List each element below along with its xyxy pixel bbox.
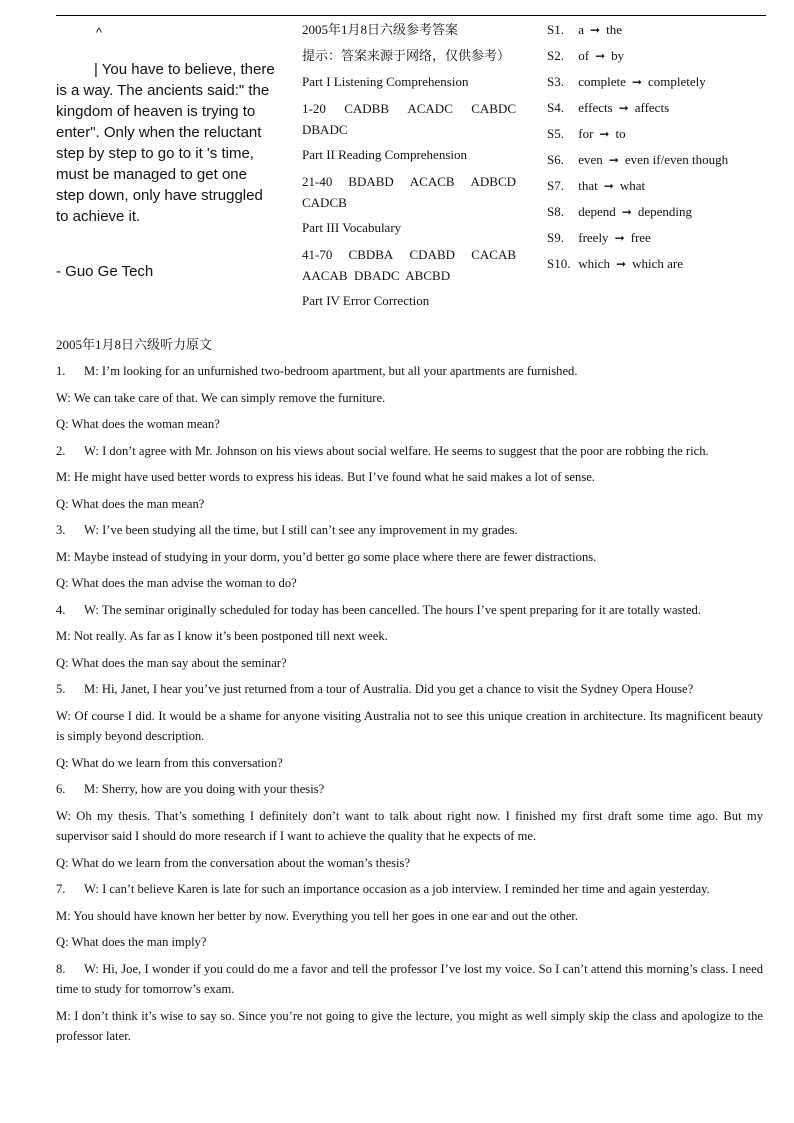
correction-from: which <box>578 256 611 271</box>
correction-row <box>547 202 767 228</box>
transcript-line <box>56 520 763 541</box>
part1-group: CADBB <box>344 101 389 116</box>
correction-from: complete <box>578 74 626 89</box>
caret-mark: ^ <box>96 25 103 40</box>
correction-to: to <box>615 126 626 141</box>
part1-group: ACADC <box>407 101 453 116</box>
transcript-line <box>56 932 763 953</box>
correction-from: a <box>578 22 585 37</box>
arrow-right-icon: ➞ <box>621 205 632 219</box>
correction-label: S10. <box>547 256 571 271</box>
transcript-text: W: Oh my thesis. That’s something I definitely don’t want to talk about right now. I finished my first draft some time ago. But my supervisor said I should do more research if I want to achieve the quality that he expects of me. <box>56 808 763 843</box>
part4-heading: Part IV Error Correction <box>302 293 430 308</box>
transcript-text: M: Maybe instead of studying in your dorm, you’d better go some place where there are fewer distractions. <box>56 549 597 564</box>
arrow-right-icon: ➞ <box>631 75 642 89</box>
arrow-right-icon: ➞ <box>614 231 625 245</box>
part1-heading: Part I Listening Comprehension <box>302 74 469 89</box>
correction-from: that <box>578 178 598 193</box>
transcript-text: W: Hi, Joe, I wonder if you could do me a favor and tell the professor I’ve lost my voice. So I can’t attend this morning’s class. I need time to study for tomorrow’s exam. <box>56 961 763 996</box>
correction-to: the <box>606 22 622 37</box>
correction-row <box>547 46 767 72</box>
correction-row <box>547 150 767 176</box>
question-number: 2. <box>56 443 66 458</box>
transcript-text: Q: What does the man mean? <box>56 496 205 511</box>
transcript-text: Q: What does the man say about the seminar? <box>56 655 287 670</box>
question-number: 4. <box>56 602 66 617</box>
correction-from: even <box>578 152 603 167</box>
answer-key <box>302 20 516 317</box>
part2-tail: CADCB <box>302 195 347 210</box>
transcript-text: Q: What does the man imply? <box>56 935 207 949</box>
correction-from: effects <box>578 100 613 115</box>
transcript-line <box>56 653 763 674</box>
part2-heading: Part II Reading Comprehension <box>302 147 467 162</box>
correction-label: S3. <box>547 74 564 89</box>
correction-row <box>547 176 767 202</box>
transcript-line <box>56 959 763 1000</box>
correction-label: S1. <box>547 22 564 37</box>
correction-to: depending <box>637 204 693 219</box>
transcript-line <box>56 600 763 621</box>
correction-to: free <box>630 230 651 245</box>
answer-key-title: 2005年1月8日六级参考答案 <box>302 22 459 37</box>
transcript-text: M: He might have used better words to express his ideas. But I’ve found what he said makes a lot of sense. <box>56 470 595 484</box>
transcript-text: M: I’m looking for an unfurnished two-bedroom apartment, but all your apartments are furnished. <box>84 364 578 378</box>
transcript-text: M: You should have known her better by now. Everything you tell her goes in one ear and out the other. <box>56 908 579 923</box>
transcript-text: W: The seminar originally scheduled for today has been cancelled. The hours I’ve spent preparing for it are totally wasted. <box>84 602 701 617</box>
transcript-lines <box>56 361 763 1047</box>
arrow-right-icon: ➞ <box>595 49 606 63</box>
arrow-right-icon: ➞ <box>599 127 610 141</box>
listening-transcript <box>56 335 763 1053</box>
part3-group: CACAB <box>471 247 517 262</box>
transcript-line <box>56 467 763 488</box>
part2-answers <box>302 171 516 213</box>
correction-label: S2. <box>547 48 564 63</box>
quote-signature: - Guo Ge Tech <box>56 263 154 280</box>
correction-row <box>547 20 767 46</box>
question-number: 3. <box>56 523 66 537</box>
part1-tail: DBADC <box>302 122 348 137</box>
transcript-text: Q: What do we learn from the conversation about the woman’s thesis? <box>56 855 411 870</box>
part1-group: CABDC <box>471 101 517 116</box>
correction-from: of <box>578 48 590 63</box>
transcript-line <box>56 414 763 435</box>
transcript-line <box>56 806 763 847</box>
correction-from: for <box>578 126 594 141</box>
arrow-right-icon: ➞ <box>603 179 614 193</box>
correction-from: freely <box>578 230 609 245</box>
correction-row <box>547 254 767 280</box>
arrow-right-icon: ➞ <box>616 257 627 271</box>
question-number: 8. <box>56 961 66 976</box>
correction-to: affects <box>634 100 670 115</box>
part3-group: CDABD <box>409 247 456 262</box>
correction-label: S8. <box>547 204 564 219</box>
correction-row <box>547 124 767 150</box>
part3-heading: Part III Vocabulary <box>302 220 402 235</box>
correction-label: S7. <box>547 178 564 193</box>
correction-to: which are <box>632 256 683 271</box>
transcript-line <box>56 361 763 382</box>
part1-range: 1-20 <box>302 101 326 116</box>
correction-label: S5. <box>547 126 564 141</box>
transcript-text: Q: What does the man advise the woman to do? <box>56 576 297 590</box>
transcript-text: W: I don’t agree with Mr. Johnson on his views about social welfare. He seems to suggest that the poor are robbing the rich. <box>84 443 709 458</box>
correction-to: completely <box>647 74 706 89</box>
transcript-line <box>56 388 763 409</box>
transcript-text: M: Hi, Janet, I hear you’ve just returned from a tour of Australia. Did you get a chance to visit the Sydney Opera House? <box>84 682 694 696</box>
question-number: 5. <box>56 682 66 696</box>
transcript-text: W: I can’t believe Karen is late for such an importance occasion as a job interview. I reminded her time and again yesterday. <box>84 882 710 896</box>
correction-label: S6. <box>547 152 564 167</box>
transcript-line <box>56 706 763 747</box>
part2-group: BDABD <box>348 174 394 189</box>
part2-group: ACACB <box>409 174 455 189</box>
transcript-line <box>56 1006 763 1047</box>
transcript-text: W: I’ve been studying all the time, but I still can’t see any improvement in my grades. <box>84 523 518 537</box>
transcript-line <box>56 779 763 800</box>
arrow-right-icon: ➞ <box>618 101 629 115</box>
transcript-title: 2005年1月8日六级听力原文 <box>56 337 213 352</box>
transcript-text: M: Not really. As far as I know it’s been postponed till next week. <box>56 629 388 643</box>
transcript-text: W: We can take care of that. We can simply remove the furniture. <box>56 390 386 405</box>
transcript-text: Q: What do we learn from this conversation? <box>56 755 283 770</box>
question-number: 6. <box>56 782 66 796</box>
transcript-line <box>56 853 763 874</box>
part1-answers <box>302 98 516 140</box>
correction-to: what <box>619 178 646 193</box>
correction-row <box>547 228 767 254</box>
transcript-line <box>56 753 763 774</box>
part2-range: 21-40 <box>302 174 333 189</box>
transcript-line <box>56 626 763 647</box>
transcript-text: Q: What does the woman mean? <box>56 417 220 431</box>
correction-label: S4. <box>547 100 564 115</box>
transcript-line <box>56 679 763 700</box>
correction-to: by <box>611 48 625 63</box>
arrow-right-icon: ➞ <box>590 23 601 37</box>
quote-block <box>56 22 278 282</box>
transcript-line <box>56 441 763 462</box>
transcript-text: M: Sherry, how are you doing with your thesis? <box>84 782 325 796</box>
part2-group: ADBCD <box>470 174 517 189</box>
part3-range: 41-70 <box>302 247 333 262</box>
question-number: 1. <box>56 364 66 378</box>
part3-tail: AACAB DBADC ABCBD <box>302 268 451 283</box>
transcript-line <box>56 879 763 900</box>
transcript-text: M: I don’t think it’s wise to say so. Since you’re not going to give the lecture, you might as well simply skip the class and apologize to the professor later. <box>56 1008 763 1043</box>
arrow-right-icon: ➞ <box>608 153 619 167</box>
answer-key-hint: 提示：答案来源于网络，仅供参考） <box>302 48 511 63</box>
correction-to: even if/even though <box>624 152 729 167</box>
correction-row <box>547 98 767 124</box>
transcript-line <box>56 906 763 927</box>
transcript-line <box>56 494 763 515</box>
error-correction-list <box>547 20 767 280</box>
part3-answers <box>302 244 516 286</box>
correction-from: depend <box>578 204 616 219</box>
question-number: 7. <box>56 882 66 896</box>
transcript-line <box>56 547 763 568</box>
transcript-line <box>56 573 763 594</box>
header-rule <box>56 15 766 16</box>
correction-row <box>547 72 767 98</box>
part3-group: CBDBA <box>348 247 394 262</box>
transcript-text: W: Of course I did. It would be a shame for anyone visiting Australia not to see this unique creation in architecture. Its magnificent beauty is simply beyond description. <box>56 708 763 743</box>
quote-text: | You have to believe, there is a way. The ancients said:" the kingdom of heaven is trying to enter". Only when the reluctant step by step to go to it 's time, must be managed to get one step down, only have struggled to achieve it. <box>56 61 275 225</box>
correction-label: S9. <box>547 230 564 245</box>
